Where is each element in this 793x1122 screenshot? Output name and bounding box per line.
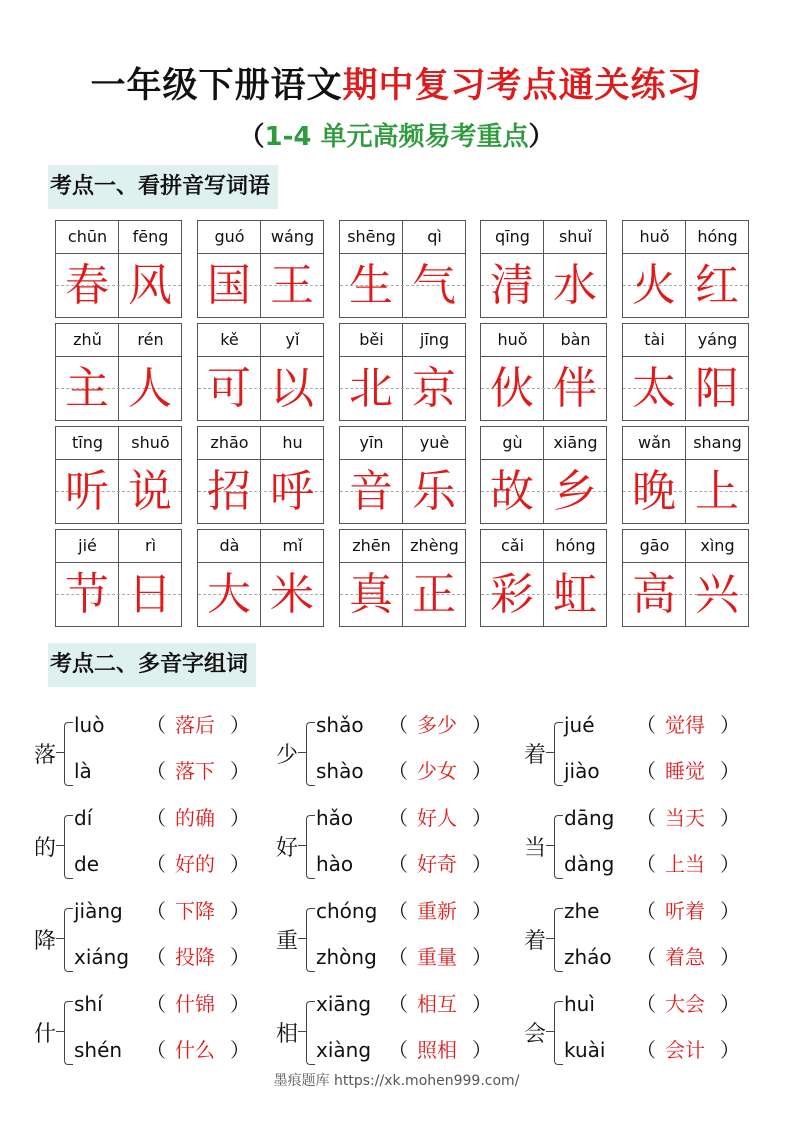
hanzi-1: 太: [632, 363, 676, 414]
paren-open: （: [146, 759, 166, 783]
reading-word: 听着: [665, 899, 705, 923]
reading-pinyin: huì: [564, 992, 595, 1016]
paren-open: （: [146, 945, 166, 969]
pinyin-2: shang: [693, 433, 742, 452]
hanzi-2: 红: [695, 260, 739, 311]
polyphone-group: [524, 987, 780, 1081]
paren-open: （: [146, 852, 166, 876]
reading-pinyin: kuài: [564, 1038, 606, 1062]
word-card: [622, 323, 749, 421]
word-card: [197, 220, 324, 318]
pinyin-2: hu: [282, 433, 303, 452]
pinyin-2: bàn: [560, 330, 591, 349]
brace-icon: [554, 1001, 563, 1065]
paren-open: （: [636, 759, 656, 783]
brace-tick: [298, 845, 306, 846]
paren-close: ）: [720, 899, 740, 923]
reading-pinyin: shén: [74, 1038, 123, 1062]
brace-tick: [546, 938, 554, 939]
paren-open: （: [388, 759, 408, 783]
hanzi-2: 京: [412, 363, 456, 414]
hanzi-1: 大: [207, 569, 251, 620]
paren-close: ）: [230, 759, 250, 783]
polyphone-char: 的: [34, 836, 57, 861]
polyphone-group: [276, 987, 532, 1081]
hanzi-1: 生: [349, 260, 393, 311]
reading-word: 上当: [665, 852, 705, 876]
reading-row: [564, 942, 740, 972]
pinyin-2: xìng: [700, 536, 735, 555]
word-card: [622, 529, 749, 627]
reading-row: [564, 756, 740, 786]
pinyin-2: rén: [137, 330, 164, 349]
reading-pinyin: xiàng: [316, 1038, 372, 1062]
hanzi-1: 伙: [490, 363, 534, 414]
hanzi-2: 风: [128, 260, 172, 311]
reading-row: [564, 849, 740, 879]
hanzi-1: 春: [65, 260, 109, 311]
paren-close: ）: [472, 806, 492, 830]
pinyin-2: xiāng: [553, 433, 598, 452]
reading-row: [564, 989, 740, 1019]
paren-open: （: [636, 992, 656, 1016]
paren-open: （: [388, 1038, 408, 1062]
polyphone-char: 降: [34, 929, 57, 954]
reading-word: 多少: [417, 713, 457, 737]
hanzi-1: 火: [632, 260, 676, 311]
paren-close: ）: [230, 945, 250, 969]
polyphone-char: 着: [524, 743, 547, 768]
word-card: [55, 220, 182, 318]
word-card: [339, 426, 466, 524]
word-card: [480, 323, 607, 421]
reading-word: 重量: [417, 945, 457, 969]
reading-word: 好奇: [417, 852, 457, 876]
polyphone-group: [34, 987, 290, 1081]
pinyin-1: wǎn: [637, 433, 672, 452]
reading-pinyin: dāng: [564, 806, 615, 830]
reading-row: [316, 896, 492, 926]
paren-close: ）: [230, 992, 250, 1016]
paren-close: ）: [230, 852, 250, 876]
pinyin-2: yuè: [419, 433, 450, 452]
reading-word: 的确: [175, 806, 215, 830]
pinyin-1: chūn: [67, 227, 108, 246]
pinyin-2: qì: [427, 227, 442, 246]
reading-pinyin: shí: [74, 992, 103, 1016]
word-card: [55, 426, 182, 524]
paren-open: （: [388, 852, 408, 876]
word-card: [339, 323, 466, 421]
paren-close: ）: [230, 713, 250, 737]
hanzi-2: 米: [270, 569, 314, 620]
paren-open: （: [636, 945, 656, 969]
hanzi-2: 虹: [553, 569, 597, 620]
word-card: [55, 323, 182, 421]
reading-pinyin: jiàng: [74, 899, 123, 923]
reading-word: 重新: [417, 899, 457, 923]
hanzi-1: 可: [207, 363, 251, 414]
reading-word: 少女: [417, 759, 457, 783]
polyphone-group: [34, 894, 290, 988]
polyphone-group: [34, 708, 290, 802]
hanzi-1: 高: [632, 569, 676, 620]
pinyin-2: mǐ: [282, 536, 303, 555]
word-card: [622, 220, 749, 318]
reading-pinyin: zhòng: [316, 945, 377, 969]
paren-open: （: [146, 1038, 166, 1062]
paren-close: ）: [472, 852, 492, 876]
reading-pinyin: hào: [316, 852, 354, 876]
pinyin-1: zhēn: [352, 536, 391, 555]
brace-icon: [306, 908, 315, 972]
reading-word: 落下: [175, 759, 215, 783]
reading-pinyin: chóng: [316, 899, 378, 923]
reading-row: [74, 710, 250, 740]
hanzi-2: 日: [128, 569, 172, 620]
polyphone-char: 重: [276, 929, 299, 954]
pinyin-1: zhāo: [210, 433, 249, 452]
reading-pinyin: dàng: [564, 852, 615, 876]
reading-word: 相互: [417, 992, 457, 1016]
hanzi-1: 音: [349, 466, 393, 517]
word-card: [480, 529, 607, 627]
reading-word: 什么: [175, 1038, 215, 1062]
reading-row: [316, 849, 492, 879]
paren-open: （: [146, 806, 166, 830]
pinyin-1: kě: [220, 330, 239, 349]
paren-open: （: [388, 899, 408, 923]
pinyin-2: fēng: [132, 227, 169, 246]
reading-row: [74, 1035, 250, 1065]
reading-pinyin: hǎo: [316, 806, 354, 830]
reading-word: 觉得: [665, 713, 705, 737]
reading-pinyin: de: [74, 852, 99, 876]
reading-word: 好人: [417, 806, 457, 830]
paren-open: （: [146, 992, 166, 1016]
paren-close: ）: [230, 899, 250, 923]
hanzi-1: 晚: [632, 466, 676, 517]
paren-open: （: [146, 713, 166, 737]
paren-open: （: [636, 806, 656, 830]
reading-word: 落后: [175, 713, 215, 737]
reading-row: [564, 1035, 740, 1065]
paren-close: ）: [472, 899, 492, 923]
reading-word: 会计: [665, 1038, 705, 1062]
reading-pinyin: jué: [564, 713, 595, 737]
brace-icon: [306, 815, 315, 879]
reading-row: [564, 803, 740, 833]
reading-row: [74, 989, 250, 1019]
word-card: [197, 323, 324, 421]
reading-word: 睡觉: [665, 759, 705, 783]
reading-word: 当天: [665, 806, 705, 830]
hanzi-2: 气: [412, 260, 456, 311]
reading-row: [74, 896, 250, 926]
polyphone-char: 好: [276, 836, 299, 861]
paren-close: ）: [472, 713, 492, 737]
paren-close: ）: [230, 806, 250, 830]
pinyin-2: hóng: [555, 536, 596, 555]
hanzi-2: 伴: [553, 363, 597, 414]
section-1-heading: 考点一、看拼音写词语: [48, 165, 278, 209]
reading-word: 什锦: [175, 992, 215, 1016]
paren-close: ）: [720, 852, 740, 876]
pinyin-1: běi: [359, 330, 384, 349]
word-card: [480, 220, 607, 318]
pinyin-1: cǎi: [500, 536, 525, 555]
pinyin-word-grid: [55, 220, 750, 625]
paren-close: ）: [720, 992, 740, 1016]
polyphone-group: [34, 801, 290, 895]
pinyin-2: wáng: [270, 227, 315, 246]
hanzi-1: 彩: [490, 569, 534, 620]
subtitle-close: ）: [528, 122, 555, 152]
brace-icon: [554, 908, 563, 972]
page-subtitle: [0, 116, 793, 153]
brace-tick: [298, 752, 306, 753]
brace-tick: [546, 1031, 554, 1032]
paren-close: ）: [720, 945, 740, 969]
paren-open: （: [636, 1038, 656, 1062]
reading-row: [74, 942, 250, 972]
hanzi-1: 主: [65, 363, 109, 414]
paren-open: （: [388, 992, 408, 1016]
reading-row: [74, 849, 250, 879]
hanzi-1: 北: [349, 363, 393, 414]
brace-icon: [306, 1001, 315, 1065]
hanzi-1: 故: [490, 466, 534, 517]
brace-tick: [546, 845, 554, 846]
reading-pinyin: dí: [74, 806, 93, 830]
reading-pinyin: luò: [74, 713, 105, 737]
hanzi-1: 节: [65, 569, 109, 620]
hanzi-2: 阳: [695, 363, 739, 414]
subtitle-open: （: [238, 122, 265, 152]
polyphone-char: 落: [34, 743, 57, 768]
pinyin-1: qīng: [495, 227, 530, 246]
reading-row: [564, 896, 740, 926]
title-black: 一年级下册语文: [90, 66, 343, 106]
brace-tick: [56, 938, 64, 939]
reading-pinyin: zhe: [564, 899, 600, 923]
word-card: [339, 529, 466, 627]
pinyin-2: yáng: [697, 330, 738, 349]
brace-icon: [554, 722, 563, 786]
polyphone-char: 少: [276, 743, 299, 768]
brace-tick: [56, 752, 64, 753]
reading-word: 着急: [665, 945, 705, 969]
word-card: [622, 426, 749, 524]
pinyin-2: zhèng: [410, 536, 459, 555]
brace-icon: [64, 908, 73, 972]
pinyin-2: shuō: [131, 433, 170, 452]
hanzi-2: 乡: [553, 466, 597, 517]
word-card: [197, 426, 324, 524]
paren-open: （: [146, 899, 166, 923]
paren-close: ）: [230, 1038, 250, 1062]
brace-tick: [298, 1031, 306, 1032]
polyphone-group: [524, 708, 780, 802]
paren-close: ）: [720, 713, 740, 737]
paren-open: （: [388, 713, 408, 737]
polyphone-group: [276, 894, 532, 988]
polyphone-group: [276, 708, 532, 802]
reading-word: 大会: [665, 992, 705, 1016]
brace-tick: [56, 845, 64, 846]
pinyin-1: huǒ: [639, 227, 670, 246]
paren-close: ）: [472, 945, 492, 969]
word-card: [339, 220, 466, 318]
pinyin-1: gù: [502, 433, 523, 452]
polyphone-group: [524, 894, 780, 988]
brace-icon: [64, 815, 73, 879]
reading-pinyin: xiāng: [316, 992, 372, 1016]
hanzi-2: 说: [128, 466, 172, 517]
polyphone-group: [524, 801, 780, 895]
brace-tick: [298, 938, 306, 939]
word-card: [197, 529, 324, 627]
reading-row: [74, 803, 250, 833]
paren-close: ）: [472, 992, 492, 1016]
pinyin-1: jié: [78, 536, 97, 555]
hanzi-2: 正: [412, 569, 456, 620]
reading-row: [316, 803, 492, 833]
paren-open: （: [636, 852, 656, 876]
paren-close: ）: [720, 1038, 740, 1062]
brace-icon: [554, 815, 563, 879]
pinyin-1: gāo: [639, 536, 670, 555]
reading-pinyin: xiáng: [74, 945, 130, 969]
hanzi-2: 水: [553, 260, 597, 311]
hanzi-2: 人: [128, 363, 172, 414]
hanzi-1: 国: [207, 260, 251, 311]
brace-tick: [546, 752, 554, 753]
brace-icon: [306, 722, 315, 786]
hanzi-2: 上: [695, 466, 739, 517]
reading-word: 下降: [175, 899, 215, 923]
reading-pinyin: jiào: [564, 759, 600, 783]
paren-open: （: [636, 899, 656, 923]
reading-pinyin: zháo: [564, 945, 612, 969]
pinyin-2: hóng: [697, 227, 738, 246]
reading-row: [316, 756, 492, 786]
pinyin-2: rì: [144, 536, 157, 555]
reading-row: [564, 710, 740, 740]
hanzi-1: 听: [65, 466, 109, 517]
brace-icon: [64, 1001, 73, 1065]
word-card: [55, 529, 182, 627]
paren-open: （: [388, 945, 408, 969]
subtitle-text: 1-4 单元高频易考重点: [264, 122, 529, 152]
title-red: 期中复习考点通关练习: [342, 66, 703, 106]
hanzi-2: 王: [270, 260, 314, 311]
pinyin-1: dà: [219, 536, 240, 555]
pinyin-1: huǒ: [497, 330, 528, 349]
polyphone-group: [276, 801, 532, 895]
section-2-heading: 考点二、多音字组词: [48, 643, 256, 687]
paren-close: ）: [720, 806, 740, 830]
pinyin-1: zhǔ: [73, 330, 102, 349]
polyphone-char: 什: [34, 1022, 57, 1047]
paren-close: ）: [472, 759, 492, 783]
hanzi-2: 以: [270, 363, 314, 414]
word-card: [480, 426, 607, 524]
hanzi-1: 清: [490, 260, 534, 311]
reading-row: [316, 710, 492, 740]
pinyin-1: tīng: [71, 433, 103, 452]
hanzi-2: 兴: [695, 569, 739, 620]
polyphone-char: 相: [276, 1022, 299, 1047]
pinyin-2: jīng: [419, 330, 450, 349]
reading-word: 照相: [417, 1038, 457, 1062]
pinyin-1: tài: [644, 330, 665, 349]
pinyin-2: shuǐ: [558, 227, 593, 246]
paren-close: ）: [472, 1038, 492, 1062]
reading-row: [316, 1035, 492, 1065]
polyphone-char: 着: [524, 929, 547, 954]
pinyin-1: yīn: [359, 433, 384, 452]
polyphone-char: 当: [524, 836, 547, 861]
footer-watermark: 墨痕题库 https://xk.mohen999.com/: [273, 1073, 520, 1089]
brace-tick: [56, 1031, 64, 1032]
reading-pinyin: là: [74, 759, 92, 783]
reading-row: [74, 756, 250, 786]
paren-open: （: [636, 713, 656, 737]
paren-open: （: [388, 806, 408, 830]
reading-row: [316, 989, 492, 1019]
paren-close: ）: [720, 759, 740, 783]
reading-pinyin: shǎo: [316, 713, 364, 737]
polyphone-char: 会: [524, 1022, 547, 1047]
hanzi-2: 乐: [412, 466, 456, 517]
hanzi-2: 呼: [270, 466, 314, 517]
hanzi-1: 招: [207, 466, 251, 517]
pinyin-1: guó: [214, 227, 245, 246]
brace-icon: [64, 722, 73, 786]
page-title: [0, 58, 793, 108]
hanzi-1: 真: [349, 569, 393, 620]
pinyin-2: yǐ: [285, 330, 300, 349]
reading-row: [316, 942, 492, 972]
pinyin-1: shēng: [347, 227, 396, 246]
reading-pinyin: shào: [316, 759, 364, 783]
reading-word: 投降: [175, 945, 215, 969]
reading-word: 好的: [175, 852, 215, 876]
